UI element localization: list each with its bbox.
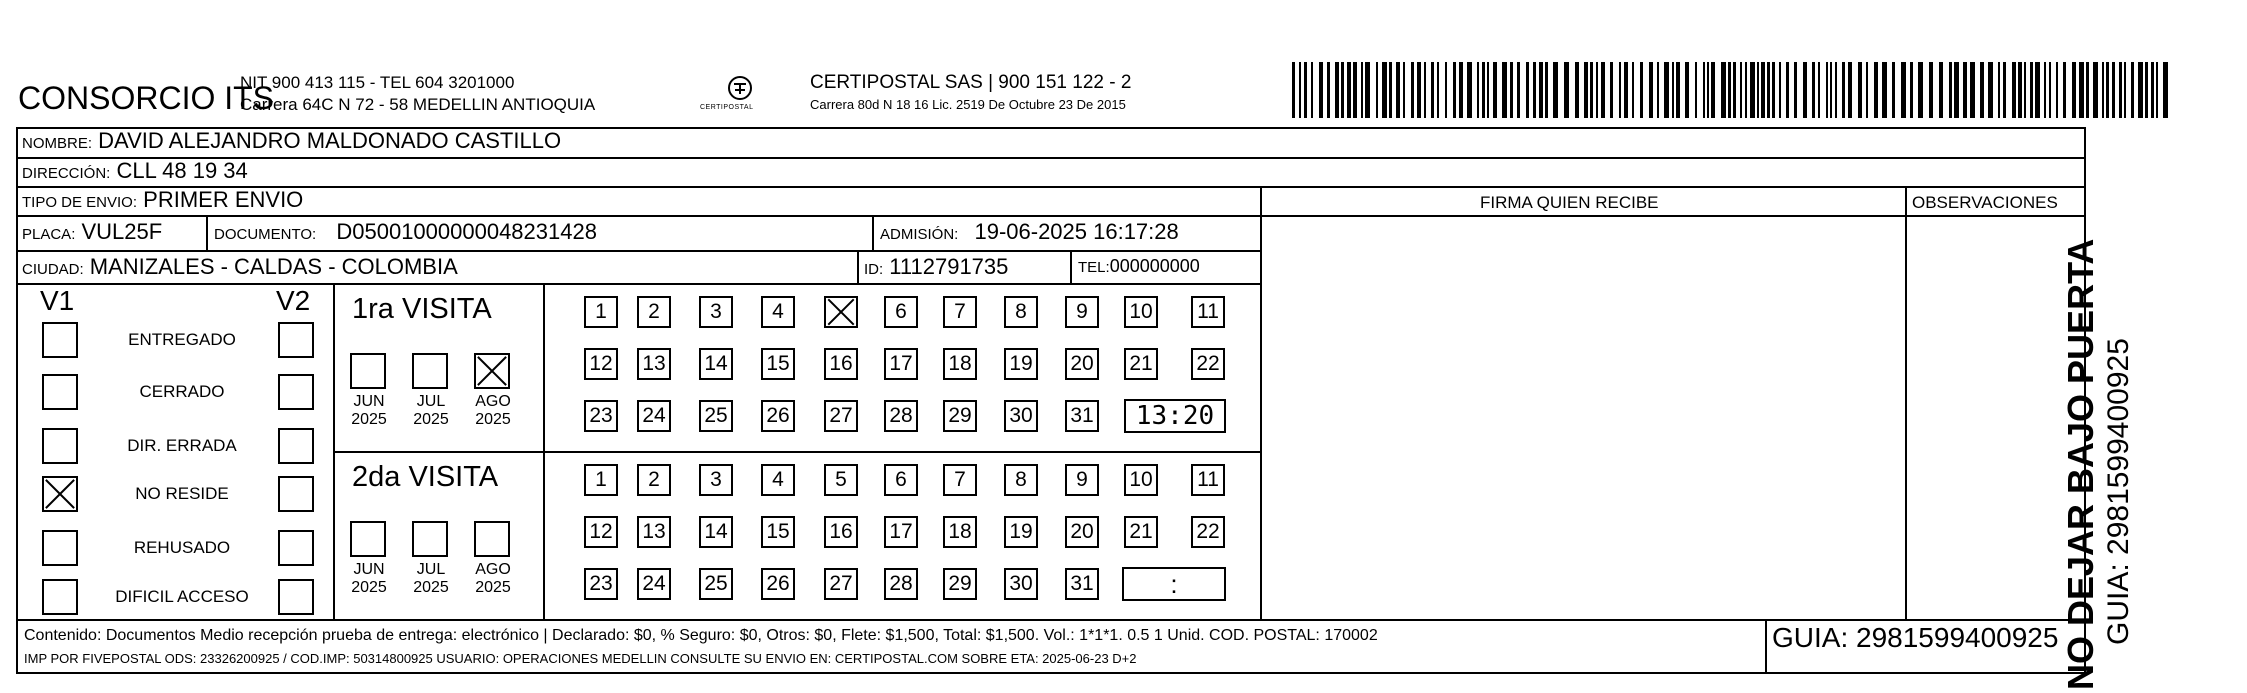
day-box[interactable]: 21 bbox=[1124, 348, 1158, 380]
day-box[interactable]: 23 bbox=[584, 568, 618, 600]
day-box[interactable]: 27 bbox=[824, 568, 858, 600]
day-box[interactable]: 15 bbox=[761, 348, 795, 380]
month-label: JUL 2025 bbox=[413, 393, 449, 428]
v2-checkbox[interactable] bbox=[278, 428, 314, 464]
day-box[interactable]: 8 bbox=[1004, 296, 1038, 328]
status-label: REHUSADO bbox=[133, 538, 231, 557]
direccion-value: CLL 48 19 34 bbox=[116, 158, 248, 183]
v2-checkbox[interactable] bbox=[278, 579, 314, 615]
day-box[interactable]: 23 bbox=[584, 400, 618, 432]
certipostal-info bbox=[810, 72, 1131, 116]
day-box[interactable]: 25 bbox=[699, 400, 733, 432]
v2-checkbox[interactable] bbox=[278, 322, 314, 358]
admision-value: 19-06-2025 16:17:28 bbox=[974, 219, 1179, 244]
nombre-value: DAVID ALEJANDRO MALDONADO CASTILLO bbox=[98, 128, 562, 153]
day-box[interactable]: 30 bbox=[1004, 568, 1038, 600]
barcode bbox=[1292, 62, 2172, 118]
tel-field bbox=[1078, 256, 1200, 277]
day-box[interactable]: 1 bbox=[584, 464, 618, 496]
v1-checkbox[interactable] bbox=[42, 530, 78, 566]
documento-field bbox=[214, 219, 597, 245]
day-box[interactable]: 18 bbox=[943, 516, 977, 548]
nombre-label: NOMBRE: bbox=[22, 135, 93, 152]
nombre-row bbox=[22, 128, 561, 154]
certipostal-address: Carrera 80d N 18 16 Lic. 2519 De Octubre 23 De 2015 bbox=[810, 97, 1126, 112]
day-box[interactable]: 30 bbox=[1004, 400, 1038, 432]
day-box[interactable]: 15 bbox=[761, 516, 795, 548]
direccion-label: DIRECCIÓN: bbox=[22, 165, 111, 182]
month-label: AGO 2025 bbox=[475, 561, 511, 596]
ciudad-value: MANIZALES - CALDAS - COLOMBIA bbox=[89, 254, 458, 279]
day-box[interactable]: 17 bbox=[884, 348, 918, 380]
day-box[interactable]: 12 bbox=[584, 348, 618, 380]
visit-title: 2da VISITA bbox=[352, 461, 499, 493]
day-box[interactable]: 11 bbox=[1191, 464, 1225, 496]
id-value: 1112791735 bbox=[889, 254, 1009, 279]
v2-checkbox[interactable] bbox=[278, 530, 314, 566]
v1-checkbox[interactable] bbox=[42, 428, 78, 464]
day-box[interactable]: 12 bbox=[584, 516, 618, 548]
status-label: DIFICIL ACCESO bbox=[115, 587, 249, 606]
day-box[interactable]: 9 bbox=[1065, 464, 1099, 496]
waybill-frame bbox=[16, 127, 2086, 674]
day-box[interactable]: 4 bbox=[761, 464, 795, 496]
month-label: JUN 2025 bbox=[351, 393, 387, 428]
day-box[interactable]: 28 bbox=[884, 568, 918, 600]
month-label: AGO 2025 bbox=[475, 393, 511, 428]
day-box[interactable]: 19 bbox=[1004, 348, 1038, 380]
placa-label: PLACA: bbox=[22, 226, 76, 243]
day-box[interactable]: 26 bbox=[761, 568, 795, 600]
certipostal-nit: CERTIPOSTAL SAS | 900 151 122 - 2 bbox=[810, 72, 1132, 93]
admision-field bbox=[880, 219, 1179, 245]
month-label: JUN 2025 bbox=[351, 561, 387, 596]
side-notice bbox=[2060, 239, 2136, 690]
placa-value: VUL25F bbox=[81, 219, 163, 244]
status-label: NO RESIDE bbox=[135, 484, 229, 503]
month-checkbox[interactable] bbox=[474, 521, 510, 557]
status-label: DIR. ERRADA bbox=[127, 436, 237, 455]
company-info bbox=[240, 72, 595, 116]
day-box[interactable]: 24 bbox=[637, 568, 671, 600]
day-box[interactable]: 10 bbox=[1124, 464, 1158, 496]
tel-value: 000000000 bbox=[1109, 256, 1200, 276]
v2-checkbox[interactable] bbox=[278, 476, 314, 512]
tel-label: TEL: bbox=[1078, 259, 1110, 276]
firma-header: FIRMA QUIEN RECIBE bbox=[1480, 193, 1659, 212]
day-box[interactable]: 25 bbox=[699, 568, 733, 600]
day-box[interactable]: 14 bbox=[699, 516, 733, 548]
day-box[interactable]: 28 bbox=[884, 400, 918, 432]
tipo-value: PRIMER ENVIO bbox=[143, 187, 304, 212]
day-box[interactable]: 1 bbox=[584, 296, 618, 328]
day-box[interactable]: 6 bbox=[884, 296, 918, 328]
day-box[interactable]: 18 bbox=[943, 348, 977, 380]
day-box[interactable]: 11 bbox=[1191, 296, 1225, 328]
no-dejar-notice: NO DEJAR BAJO PUERTA bbox=[2060, 238, 2101, 690]
v1-checkbox[interactable] bbox=[42, 374, 78, 410]
day-box[interactable]: 16 bbox=[824, 516, 858, 548]
certipostal-logo-icon bbox=[705, 70, 775, 120]
placa-field bbox=[22, 219, 162, 245]
v2-checkbox[interactable] bbox=[278, 374, 314, 410]
documento-label: DOCUMENTO: bbox=[214, 226, 317, 243]
day-box[interactable]: 3 bbox=[699, 464, 733, 496]
ciudad-field bbox=[22, 254, 458, 280]
day-box[interactable]: 5 bbox=[824, 464, 858, 496]
day-box[interactable]: 7 bbox=[943, 464, 977, 496]
day-box[interactable]: 24 bbox=[637, 400, 671, 432]
day-box[interactable]: 14 bbox=[699, 348, 733, 380]
v1-checkbox[interactable] bbox=[42, 322, 78, 358]
day-box[interactable]: 29 bbox=[943, 400, 977, 432]
company-nit: NIT 900 413 115 - TEL 604 3201000 bbox=[240, 73, 515, 92]
v1-header: V1 bbox=[40, 285, 75, 316]
visit-time-box[interactable]: : bbox=[1122, 567, 1226, 601]
day-box[interactable]: 20 bbox=[1065, 348, 1099, 380]
month-checkbox[interactable] bbox=[412, 521, 448, 557]
certipostal-logo-text: CERTIPOSTAL bbox=[700, 104, 754, 111]
visit-title: 1ra VISITA bbox=[352, 293, 492, 325]
month-label: JUL 2025 bbox=[413, 561, 449, 596]
day-box[interactable]: 9 bbox=[1065, 296, 1099, 328]
admision-label: ADMISIÓN: bbox=[880, 226, 959, 243]
month-checkbox[interactable] bbox=[412, 353, 448, 389]
day-box[interactable]: 22 bbox=[1191, 516, 1225, 548]
day-box[interactable]: 8 bbox=[1004, 464, 1038, 496]
day-box[interactable]: 2 bbox=[637, 464, 671, 496]
observaciones-header: OBSERVACIONES bbox=[1912, 193, 2058, 212]
day-box[interactable]: 22 bbox=[1191, 348, 1225, 380]
tipo-row bbox=[22, 187, 303, 213]
footer-content: Contenido: Documentos Medio recepción prueba de entrega: electrónico | Declarado: $0, % Seguro: $0, Otros: $0, Flete: $1,500, Total: $1,500. Vol.: 1*1*1. 0.5 1 Unid. COD. POSTAL: 170002 bbox=[24, 627, 1378, 644]
day-box[interactable]: 10 bbox=[1124, 296, 1158, 328]
day-box[interactable]: 4 bbox=[761, 296, 795, 328]
documento-value: D05001000000048231428 bbox=[336, 219, 597, 244]
id-field bbox=[864, 254, 1008, 280]
side-guia: GUIA: 2981599400925 bbox=[2102, 338, 2135, 645]
company-name: CONSORCIO ITS bbox=[18, 80, 275, 116]
month-checkbox[interactable] bbox=[350, 353, 386, 389]
day-box[interactable]: 20 bbox=[1065, 516, 1099, 548]
day-box[interactable]: 13 bbox=[637, 516, 671, 548]
day-box[interactable]: 17 bbox=[884, 516, 918, 548]
day-box[interactable]: 13 bbox=[637, 348, 671, 380]
day-box[interactable]: 26 bbox=[761, 400, 795, 432]
v1-checkbox[interactable] bbox=[42, 476, 78, 512]
day-box[interactable]: 31 bbox=[1065, 400, 1099, 432]
day-box[interactable]: 7 bbox=[943, 296, 977, 328]
month-checkbox[interactable] bbox=[474, 353, 510, 389]
guia-number: GUIA: 2981599400925 bbox=[1772, 622, 2059, 653]
day-box[interactable]: 6 bbox=[884, 464, 918, 496]
day-box[interactable]: 2 bbox=[637, 296, 671, 328]
day-box[interactable]: 16 bbox=[824, 348, 858, 380]
day-box[interactable] bbox=[824, 296, 858, 328]
day-box[interactable]: 27 bbox=[824, 400, 858, 432]
month-checkbox[interactable] bbox=[350, 521, 386, 557]
v1-checkbox[interactable] bbox=[42, 579, 78, 615]
visit-time-box[interactable]: 13:20 bbox=[1124, 399, 1226, 433]
ciudad-label: CIUDAD: bbox=[22, 261, 84, 278]
v2-header: V2 bbox=[276, 285, 311, 316]
id-label: ID: bbox=[864, 261, 884, 278]
status-label: ENTREGADO bbox=[128, 330, 236, 349]
day-box[interactable]: 3 bbox=[699, 296, 733, 328]
footer-print-info: IMP POR FIVEPOSTAL ODS: 23326200925 / COD.IMP: 50314800925 USUARIO: OPERACIONES MEDELLIN CONSULTE SU ENVIO EN: CERTIPOSTAL.COM SOBRE ETA: 2025-06-23 D+2 bbox=[24, 651, 1137, 666]
day-box[interactable]: 29 bbox=[943, 568, 977, 600]
day-box[interactable]: 19 bbox=[1004, 516, 1038, 548]
day-box[interactable]: 31 bbox=[1065, 568, 1099, 600]
status-label: CERRADO bbox=[139, 382, 225, 401]
day-box[interactable]: 21 bbox=[1124, 516, 1158, 548]
company-address: Carrera 64C N 72 - 58 MEDELLIN ANTIOQUIA bbox=[240, 95, 596, 114]
tipo-label: TIPO DE ENVIO: bbox=[22, 194, 138, 211]
direccion-row bbox=[22, 158, 248, 184]
